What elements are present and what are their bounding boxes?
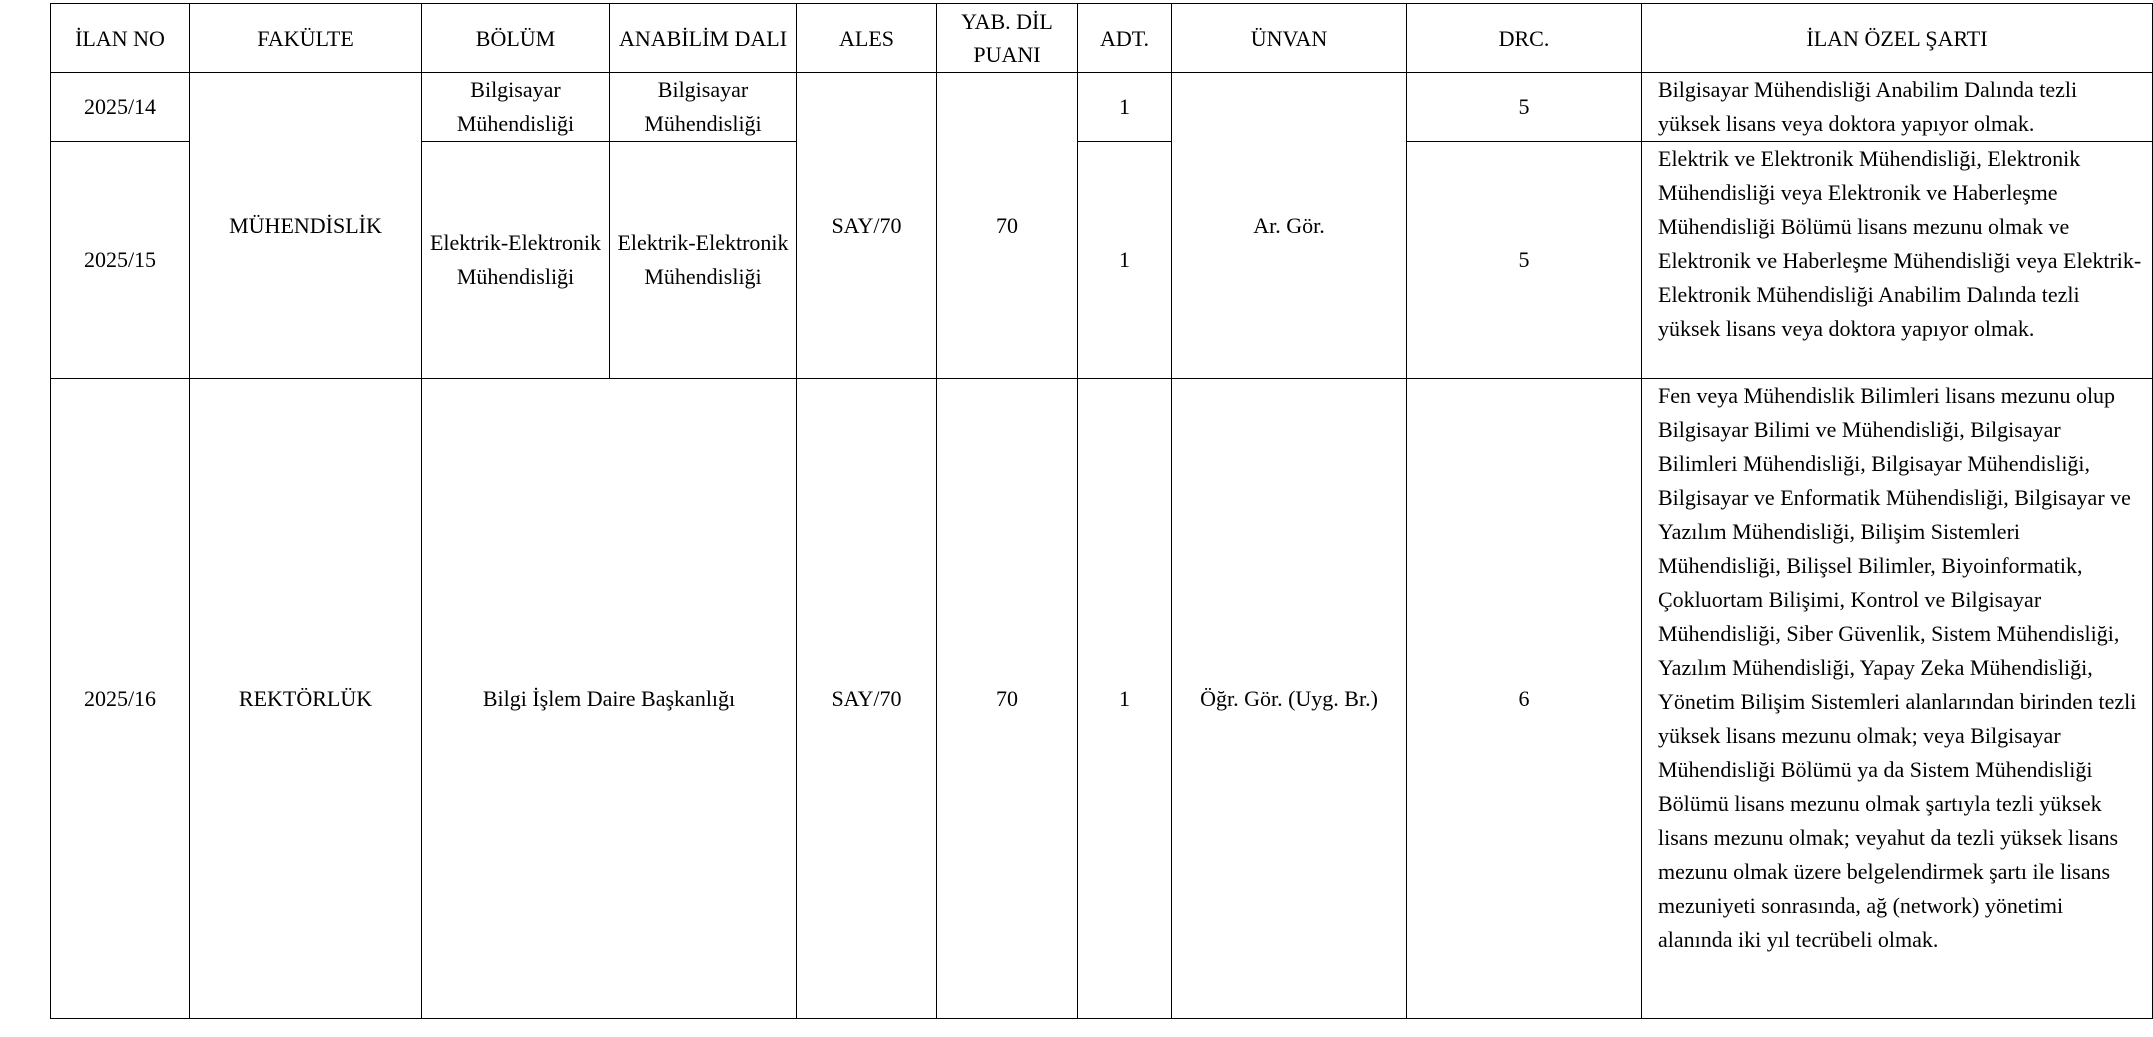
cell-fakulte: REKTÖRLÜK — [190, 379, 422, 1019]
cell-ilan-no: 2025/14 — [51, 73, 190, 142]
cell-fakulte: MÜHENDİSLİK — [190, 73, 422, 379]
header-ales: ALES — [797, 4, 937, 73]
cell-yab-dil: 70 — [937, 379, 1078, 1019]
cell-anabilim-dali: Bilgisayar Mühendisliği — [610, 73, 797, 142]
cell-adt: 1 — [1078, 142, 1172, 379]
cell-ozel-sart: Bilgisayar Mühendisliği Anabilim Dalında tezli yüksek lisans veya doktora yapıyor olmak. — [1642, 73, 2153, 142]
cell-bolum: Bilgisayar Mühendisliği — [422, 73, 610, 142]
header-fakulte: FAKÜLTE — [190, 4, 422, 73]
cell-bolum-birim: Bilgi İşlem Daire Başkanlığı — [422, 379, 797, 1019]
header-ozel-sart: İLAN ÖZEL ŞARTI — [1642, 4, 2153, 73]
cell-adt: 1 — [1078, 73, 1172, 142]
cell-adt: 1 — [1078, 379, 1172, 1019]
cell-unvan: Ar. Gör. — [1172, 73, 1407, 379]
cell-anabilim-dali: Elektrik-Elektronik Mühendisliği — [610, 142, 797, 379]
cell-ilan-no: 2025/16 — [51, 379, 190, 1019]
cell-drc: 5 — [1407, 142, 1642, 379]
header-unvan: ÜNVAN — [1172, 4, 1407, 73]
cell-unvan: Öğr. Gör. (Uyg. Br.) — [1172, 379, 1407, 1019]
table-row — [51, 379, 2153, 1019]
header-adt: ADT. — [1078, 4, 1172, 73]
job-listing-table — [50, 3, 2153, 1019]
cell-ales: SAY/70 — [797, 379, 937, 1019]
header-bolum: BÖLÜM — [422, 4, 610, 73]
header-drc: DRC. — [1407, 4, 1642, 73]
cell-drc: 6 — [1407, 379, 1642, 1019]
header-row — [51, 4, 2153, 73]
header-yab-dil: YAB. DİL PUANI — [937, 4, 1078, 73]
cell-bolum: Elektrik-Elektronik Mühendisliği — [422, 142, 610, 379]
cell-ales: SAY/70 — [797, 73, 937, 379]
cell-ozel-sart: Fen veya Mühendislik Bilimleri lisans mezunu olup Bilgisayar Bilimi ve Mühendisliği, Bilgisayar Bilimleri Mühendisliği, Bilgisayar Mühendisliği, Bilgisayar ve Enformatik Mühendisliği, Bilgisayar ve Yazılım Mühendisliği, Bilişim Sistemleri Mühendisliği, Bilişsel Bilimler, Biyoinformatik, Çokluortam Bilişimi, Kontrol ve Bilgisayar Mühendisliği, Siber Güvenlik, Sistem Mühendisliği, Yazılım Mühendisliği, Yapay Zeka Mühendisliği, Yönetim Bilişim Sistemleri alanlarından birinden tezli yüksek lisans mezunu olmak; veya Bilgisayar Mühendisliği Bölümü ya da Sistem Mühendisliği Bölümü lisans mezunu olmak şartıyla tezli yüksek lisans mezunu olmak; veyahut da tezli yüksek lisans mezunu olmak üzere belgelendirmek şartı ile lisans mezuniyeti sonrasında, ağ (network) yönetimi alanında iki yıl tecrübeli olmak. — [1642, 379, 2153, 1019]
cell-yab-dil: 70 — [937, 73, 1078, 379]
table-row — [51, 73, 2153, 142]
cell-drc: 5 — [1407, 73, 1642, 142]
header-ilan-no: İLAN NO — [51, 4, 190, 73]
header-anabilim-dali: ANABİLİM DALI — [610, 4, 797, 73]
cell-ozel-sart: Elektrik ve Elektronik Mühendisliği, Elektronik Mühendisliği veya Elektronik ve Haberleşme Mühendisliği Bölümü lisans mezunu olmak ve Elektronik ve Haberleşme Mühendisliği veya Elektrik-Elektronik Mühendisliği Anabilim Dalında tezli yüksek lisans veya doktora yapıyor olmak. — [1642, 142, 2153, 379]
cell-ilan-no: 2025/15 — [51, 142, 190, 379]
